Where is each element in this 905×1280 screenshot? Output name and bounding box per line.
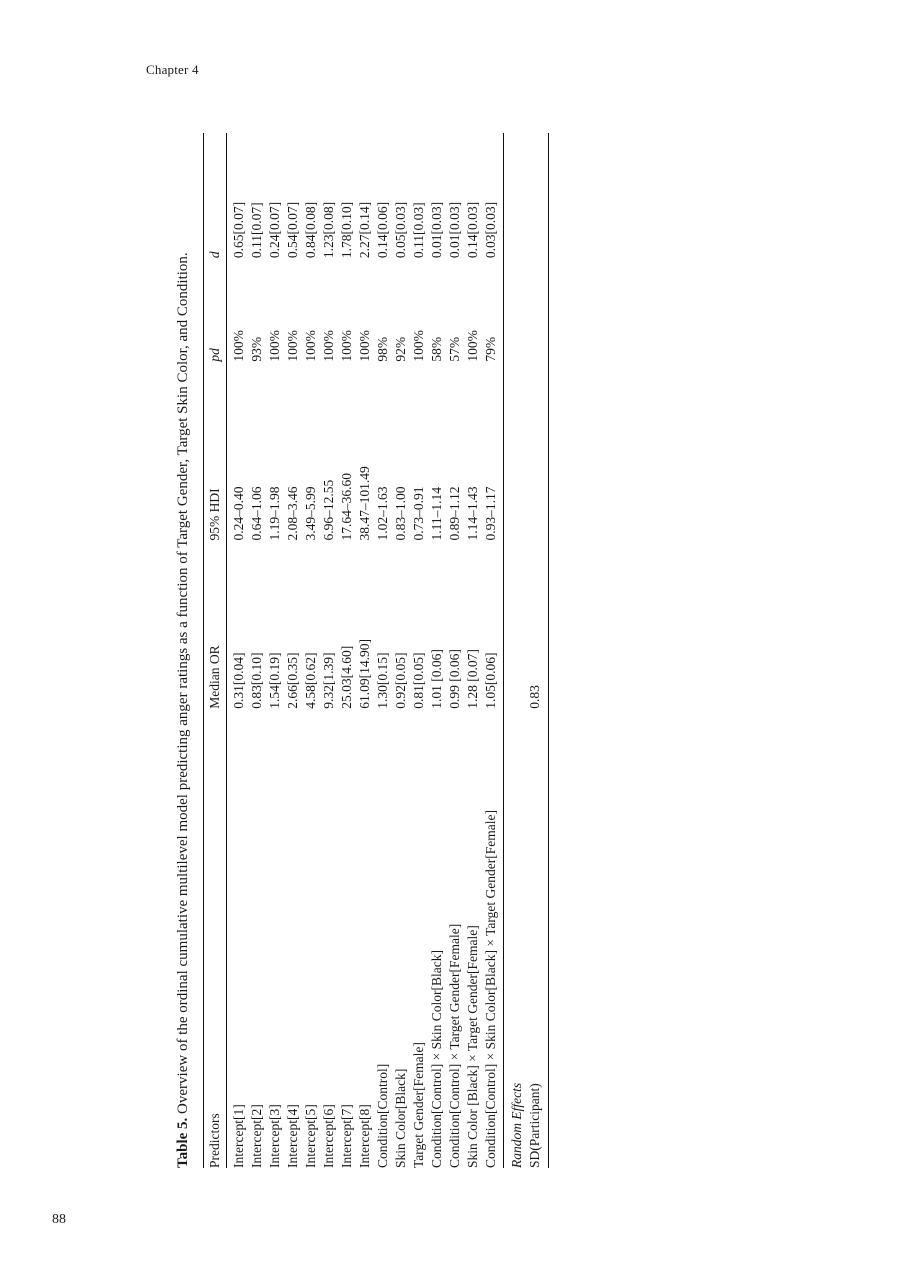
cell-predictor: Intercept[7] [338, 1104, 354, 1168]
cell-pd: 100% [266, 330, 282, 362]
cell-hdi: 1.14–1.43 [464, 486, 480, 541]
cell-median-or: 0.92[0.05] [392, 652, 408, 709]
table-row [428, 133, 446, 1168]
table-random-effects [503, 133, 548, 1168]
cell-median-or: 1.54[0.19] [266, 652, 282, 709]
cell-predictor: Intercept[1] [230, 1104, 246, 1168]
cell-predictor: Intercept[4] [284, 1104, 300, 1168]
cell-d: 2.27[0.14] [356, 201, 372, 259]
table-row [356, 133, 374, 1168]
cell-median-or: 1.01 [0.06] [428, 649, 444, 709]
cell-hdi: 0.83–1.00 [392, 486, 408, 541]
cell-hdi: 0.93–1.17 [482, 486, 498, 541]
cell-d: 0.05[0.03] [392, 201, 408, 259]
cell-median-or: 1.30[0.15] [374, 652, 390, 709]
cell-pd: 100% [356, 330, 372, 362]
cell-d: 0.14[0.06] [374, 201, 390, 259]
cell-median-or: 1.28 [0.07] [464, 649, 480, 709]
cell-pd: 100% [410, 330, 426, 362]
cell-d: 0.03[0.03] [482, 201, 498, 259]
table-body [226, 133, 503, 1168]
cell-pd: 100% [230, 330, 246, 362]
cell-pd: 100% [464, 330, 480, 362]
random-effects-title: Random Effects [503, 709, 526, 1168]
cell-d: 0.01[0.03] [446, 201, 462, 259]
cell-pd: 100% [284, 330, 300, 362]
table-caption [173, 133, 193, 1168]
table-head [203, 133, 226, 1168]
table-row [526, 133, 549, 1168]
cell-median-or: 61.09[14.90] [356, 638, 372, 709]
cell-d: 1.78[0.10] [338, 201, 354, 259]
cell-median-or: 2.66[0.35] [284, 652, 300, 709]
column-header-d: d [203, 133, 226, 258]
cell-d: 0.01[0.03] [428, 201, 444, 259]
cell-hdi: 1.19–1.98 [266, 486, 282, 541]
cell-pd: 57% [446, 336, 462, 362]
table-header-row [203, 133, 226, 1168]
cell-median-or: 0.99 [0.06] [446, 649, 462, 709]
cell-predictor: Intercept[3] [266, 1104, 282, 1168]
cell-d: 0.54[0.07] [284, 201, 300, 259]
cell-pd: 93% [248, 336, 264, 362]
column-header-median-or: Median OR [203, 541, 226, 709]
table-row [338, 133, 356, 1168]
column-header-pd: pd [203, 258, 226, 362]
cell-d: 0.14[0.03] [464, 201, 480, 259]
cell-empty [503, 258, 526, 362]
table-row [248, 133, 266, 1168]
cell-predictor: Intercept[6] [320, 1104, 336, 1168]
cell-d: 1.23[0.08] [320, 201, 336, 259]
table-row [284, 133, 302, 1168]
cell-predictor: Condition[Control] [374, 1063, 390, 1168]
table-label: Table 5. [174, 1117, 191, 1168]
table-caption-text: Overview of the ordinal cumulative multilevel model predicting anger ratings as a function of Target Gender, Target Skin Color, and Condition. [174, 252, 191, 1118]
cell-hdi: 0.24–0.40 [230, 486, 246, 541]
cell-d [526, 133, 549, 258]
cell-pd: 58% [428, 336, 444, 362]
cell-median-or: 9.32[1.39] [320, 652, 336, 709]
cell-hdi: 0.89–1.12 [446, 486, 462, 541]
cell-hdi: 0.64–1.06 [248, 486, 264, 541]
page-number: 88 [52, 1212, 66, 1227]
cell-median-or: 0.31[0.04] [230, 652, 246, 709]
cell-pd: 100% [338, 330, 354, 362]
cell-hdi: 3.49–5.99 [302, 486, 318, 541]
table-row [446, 133, 464, 1168]
cell-hdi: 1.02–1.63 [374, 486, 390, 541]
cell-hdi: 38.47–101.49 [356, 466, 372, 541]
cell-d: 0.11[0.03] [410, 202, 426, 259]
cell-median-or: 25.03[4.60] [338, 645, 354, 709]
cell-hdi: 0.73–0.91 [410, 486, 426, 541]
cell-d: 0.11[0.07] [248, 202, 264, 259]
cell-hdi: 2.08–3.46 [284, 486, 300, 541]
cell-predictor: Target Gender[Female] [410, 1042, 426, 1168]
table-block [173, 110, 733, 1170]
cell-d: 0.24[0.07] [266, 201, 282, 259]
column-header-predictors: Predictors [203, 709, 226, 1168]
table-row [226, 133, 248, 1168]
table-row [266, 133, 284, 1168]
cell-empty [503, 541, 526, 709]
cell-d: 0.65[0.07] [230, 201, 246, 259]
cell-median-or: 1.05[0.06] [482, 652, 498, 709]
cell-predictor: SD(Participant) [526, 709, 549, 1168]
table-row [392, 133, 410, 1168]
cell-predictor: Intercept[8] [356, 1104, 372, 1168]
running-head: Chapter 4 [146, 62, 199, 77]
cell-hdi: 17.64–36.60 [338, 473, 354, 541]
cell-predictor: Condition[Control] × Target Gender[Female] [446, 923, 462, 1168]
cell-d: 0.84[0.08] [302, 201, 318, 259]
cell-pd: 100% [320, 330, 336, 362]
column-header-hdi: 95% HDI [203, 362, 226, 541]
cell-predictor: Skin Color [Black] × Target Gender[Female] [464, 925, 480, 1168]
random-effects-title-row [503, 133, 526, 1168]
cell-median-or: 0.83[0.10] [248, 652, 264, 709]
cell-predictor: Intercept[2] [248, 1104, 264, 1168]
cell-hdi: 1.11–1.14 [428, 487, 444, 541]
cell-median-or: 4.58[0.62] [302, 652, 318, 709]
statistics-table [203, 133, 549, 1168]
cell-pd: 100% [302, 330, 318, 362]
cell-pd: 98% [374, 336, 390, 362]
cell-hdi: 6.96–12.55 [320, 479, 336, 541]
cell-predictor: Intercept[5] [302, 1104, 318, 1168]
cell-predictor: Skin Color[Black] [392, 1068, 408, 1168]
table-row [374, 133, 392, 1168]
table-row [464, 133, 482, 1168]
cell-predictor: Condition[Control] × Skin Color[Black] [428, 950, 444, 1168]
cell-pd: 92% [392, 336, 408, 362]
cell-predictor: Condition[Control] × Skin Color[Black] × Target Gender[Female] [482, 810, 498, 1168]
cell-empty [503, 362, 526, 541]
cell-hdi [526, 362, 549, 541]
table-row [482, 133, 504, 1168]
cell-pd [526, 258, 549, 362]
cell-pd: 79% [482, 336, 498, 362]
table-row [410, 133, 428, 1168]
table-row [320, 133, 338, 1168]
cell-median-or: 0.81[0.05] [410, 652, 426, 709]
cell-empty [503, 133, 526, 258]
table-row [302, 133, 320, 1168]
cell-median-or: 0.83 [526, 541, 549, 709]
